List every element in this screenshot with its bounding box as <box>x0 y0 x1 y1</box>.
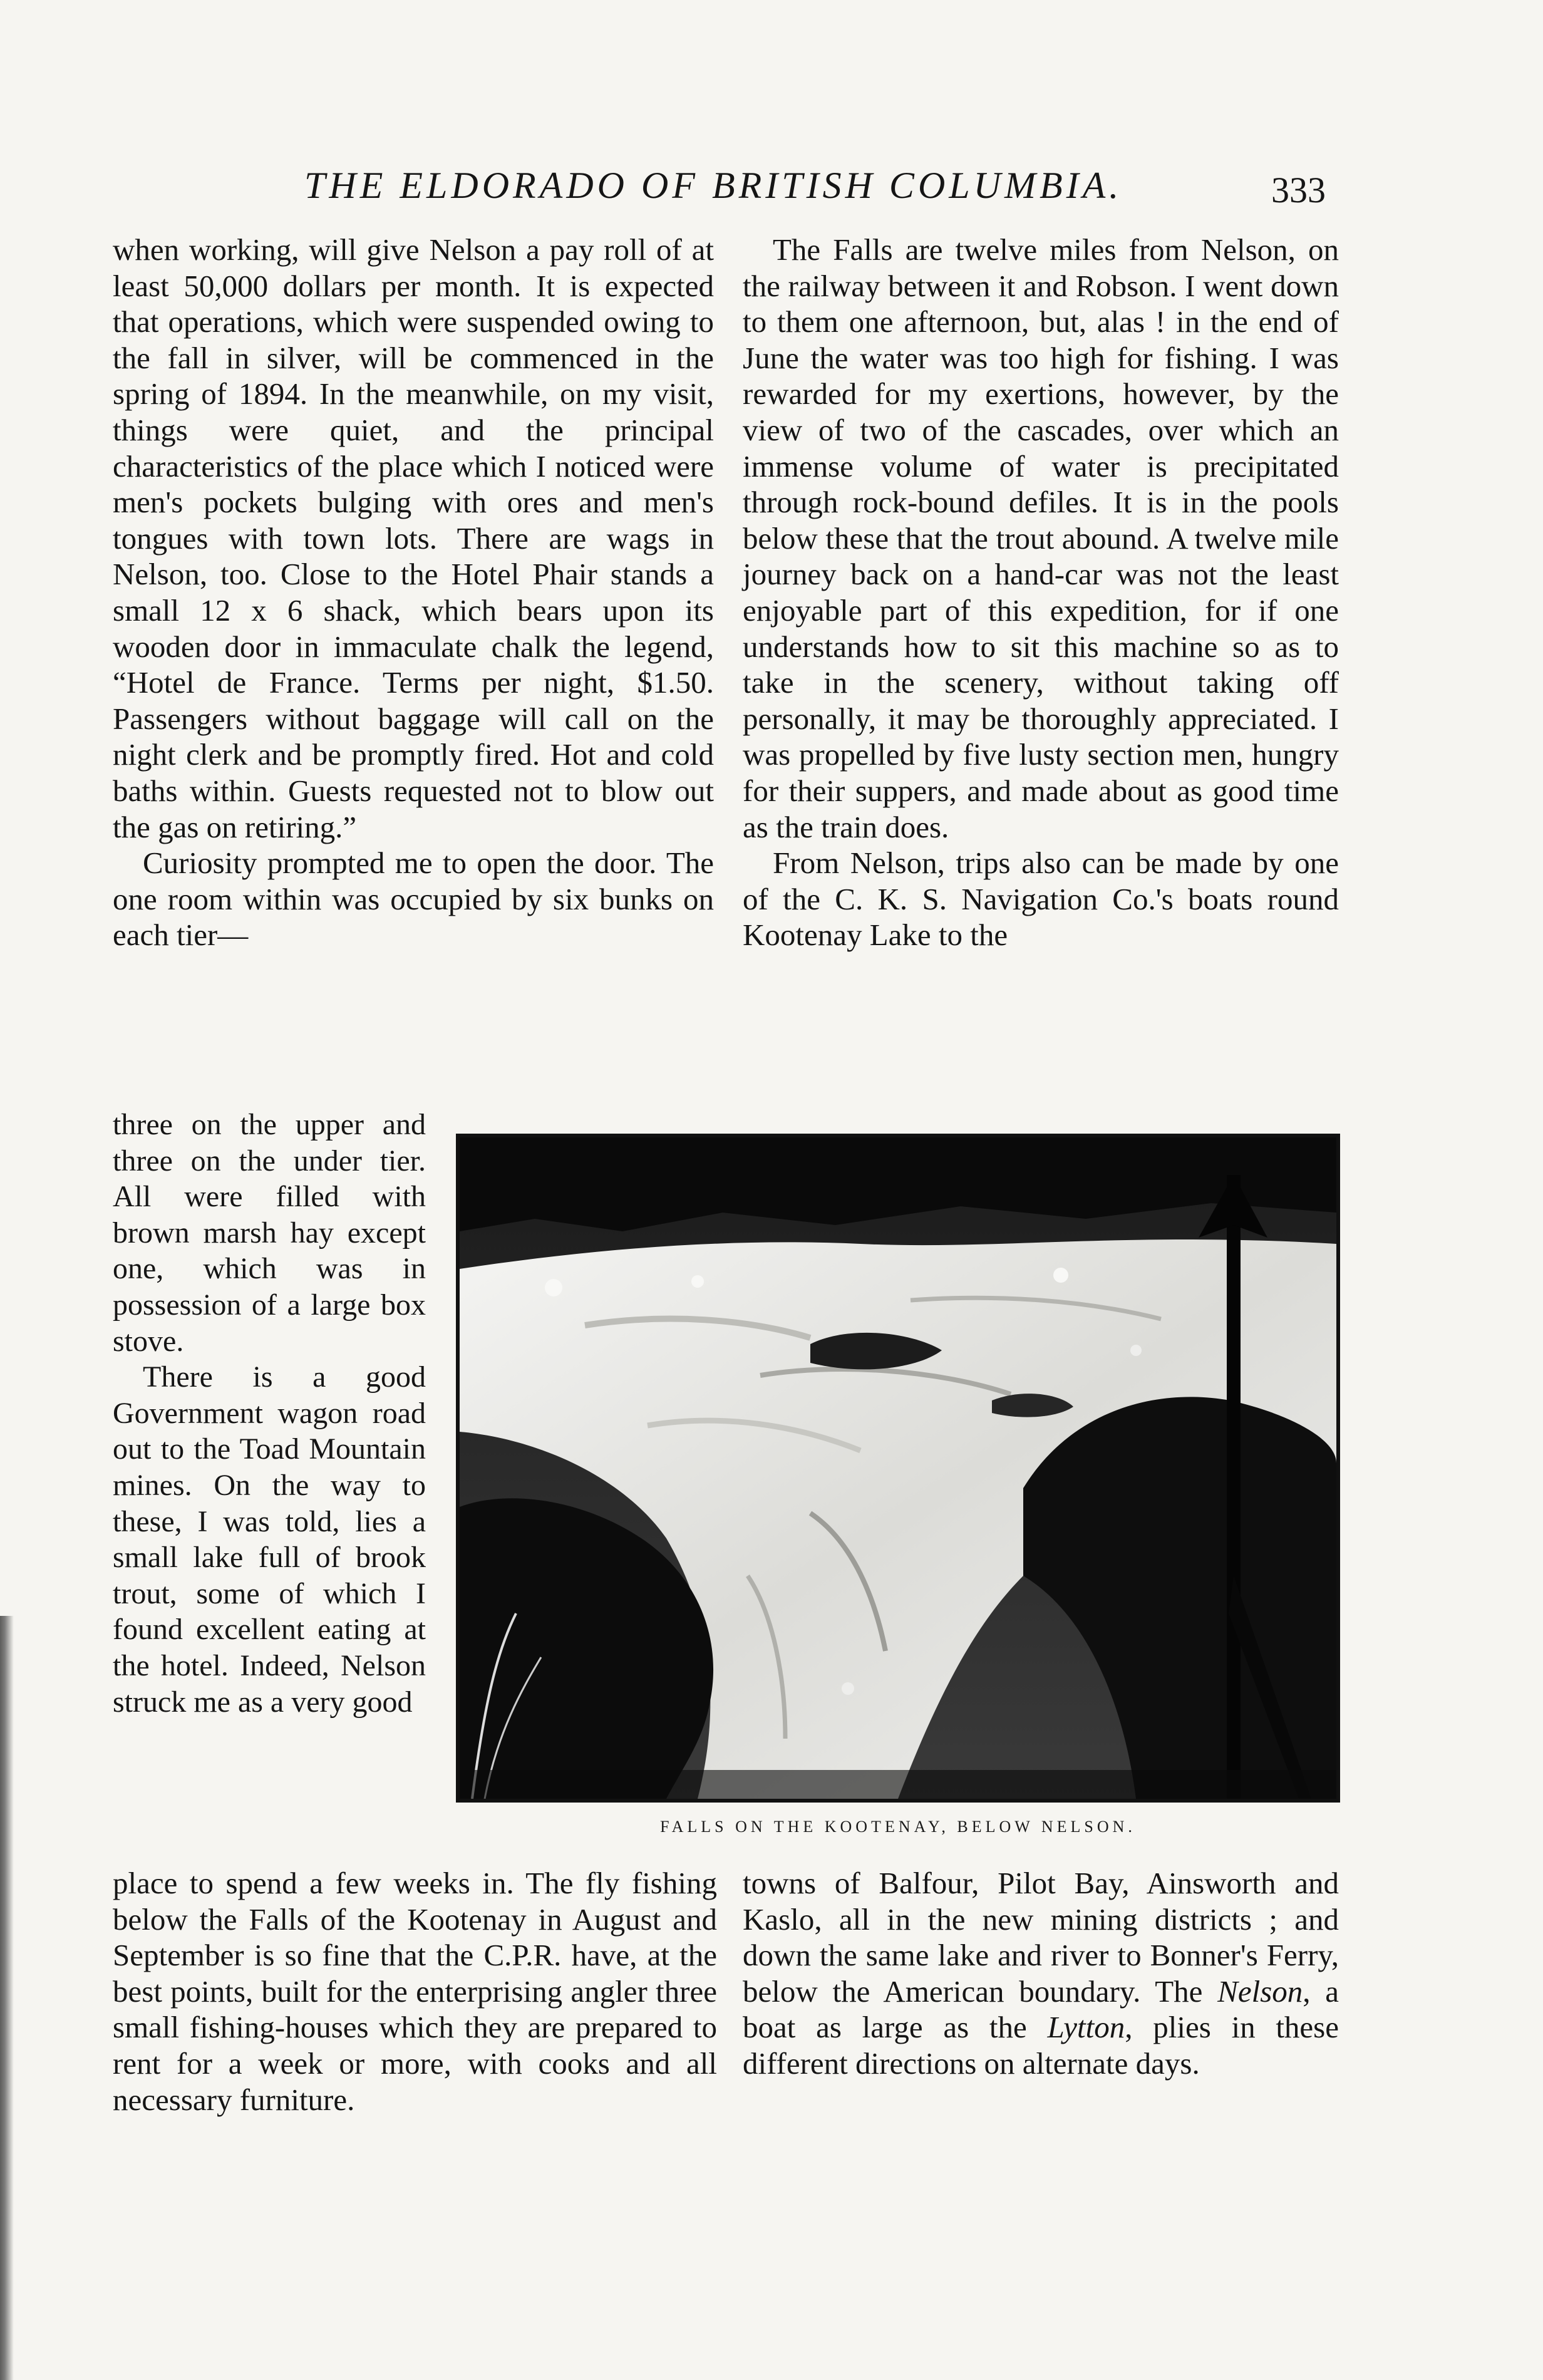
right-column-bottom <box>743 1865 1339 2178</box>
narrow-column-beside-figure <box>113 1107 426 1865</box>
paragraph <box>743 1865 1339 2082</box>
boat-name-lytton: Lytton <box>1047 2010 1125 2045</box>
right-column-top <box>743 232 1339 1109</box>
paragraph: place to spend a few weeks in. The fly fishing below the Falls of the Kootenay in August and September is so fine that the C.P.R. have, at the best points, built for the enterprising angler three small fishing-houses which they are prepared to rent for a week or more, with cooks and all necessary furniture. <box>113 1866 717 2117</box>
boat-name-nelson: Nelson <box>1217 1974 1303 2009</box>
left-column-bottom <box>113 1865 717 2178</box>
falls-photograph <box>456 1134 1340 1803</box>
paragraph: when working, will give Nelson a pay roll of at least 50,000 dollars per month. It is expected that operations, which were suspended owing to the fall in silver, will be commenced in the spring of 1894. In the meanwhile, on my visit, things were quiet, and the principal characteristics of the place which I noticed were men's pockets bulging with ores and men's tongues with town lots. There are wags in Nelson, too. Close to the Hotel Phair stands a small 12 x 6 shack, which bears upon its wooden door in immaculate chalk the legend, “Hotel de France. Terms per night, $1.50. Passengers without baggage will call on the night clerk and be promptly fired. Hot and cold baths within. Guests requested not to blow out the gas on retiring.” <box>113 232 714 844</box>
waterfall-illustration <box>460 1137 1336 1799</box>
paragraph: Curiosity prompted me to open the door. The one room within was occupied by six bunks on each tier— <box>113 846 714 953</box>
text-segment: towns of Balfour, Pilot Bay, Ainsworth and Kaslo, all in the new mining districts ; and down the same lake and river to Bonner's Ferry, below the American boundary. The <box>743 1866 1339 2009</box>
text-segment: , a boat as large as the <box>743 1974 1339 2045</box>
paragraph: From Nelson, trips also can be made by one of the C. K. S. Navigation Co.'s boats round Kootenay Lake to the <box>743 846 1339 953</box>
page-edge-shadow <box>0 1616 14 2380</box>
figure-caption: FALLS ON THE KOOTENAY, BELOW NELSON. <box>660 1818 1136 1836</box>
paragraph: three on the upper and three on the under tier. All were filled with brown marsh hay except one, which was in possession of a large box stove. <box>113 1108 426 1358</box>
running-head-title: THE ELDORADO OF BRITISH COLUMBIA. <box>304 165 1123 206</box>
paragraph: The Falls are twelve miles from Nelson, on the railway between it and Robson. I went down to them one afternoon, but, alas ! in the end of June the water was too high for fishing. I was rewarded for my exertions, however, by the view of two of the cascades, over which an immense volume of water is precipitated through rock-bound defiles. It is in the pools below these that the trout abound. A twelve mile journey back on a hand-car was not the least enjoyable part of this expedition, for if one understands how to sit this machine so as to take in the scenery, without taking off personally, it may be thoroughly appreciated. I was propelled by five lusty section men, hungry for their suppers, and made about as good time as the train does. <box>743 232 1339 844</box>
paragraph: There is a good Government wagon road out to the Toad Mountain mines. On the way to these, I was told, lies a small lake full of brook trout, some of which I found excellent eating at the hotel. Indeed, Nelson struck me as a very good <box>113 1360 426 1719</box>
page-number: 333 <box>1271 170 1326 210</box>
text-segment: , plies in these different directions on alternate days. <box>743 2010 1339 2081</box>
running-head <box>0 164 1543 220</box>
left-column-top <box>113 232 714 1143</box>
